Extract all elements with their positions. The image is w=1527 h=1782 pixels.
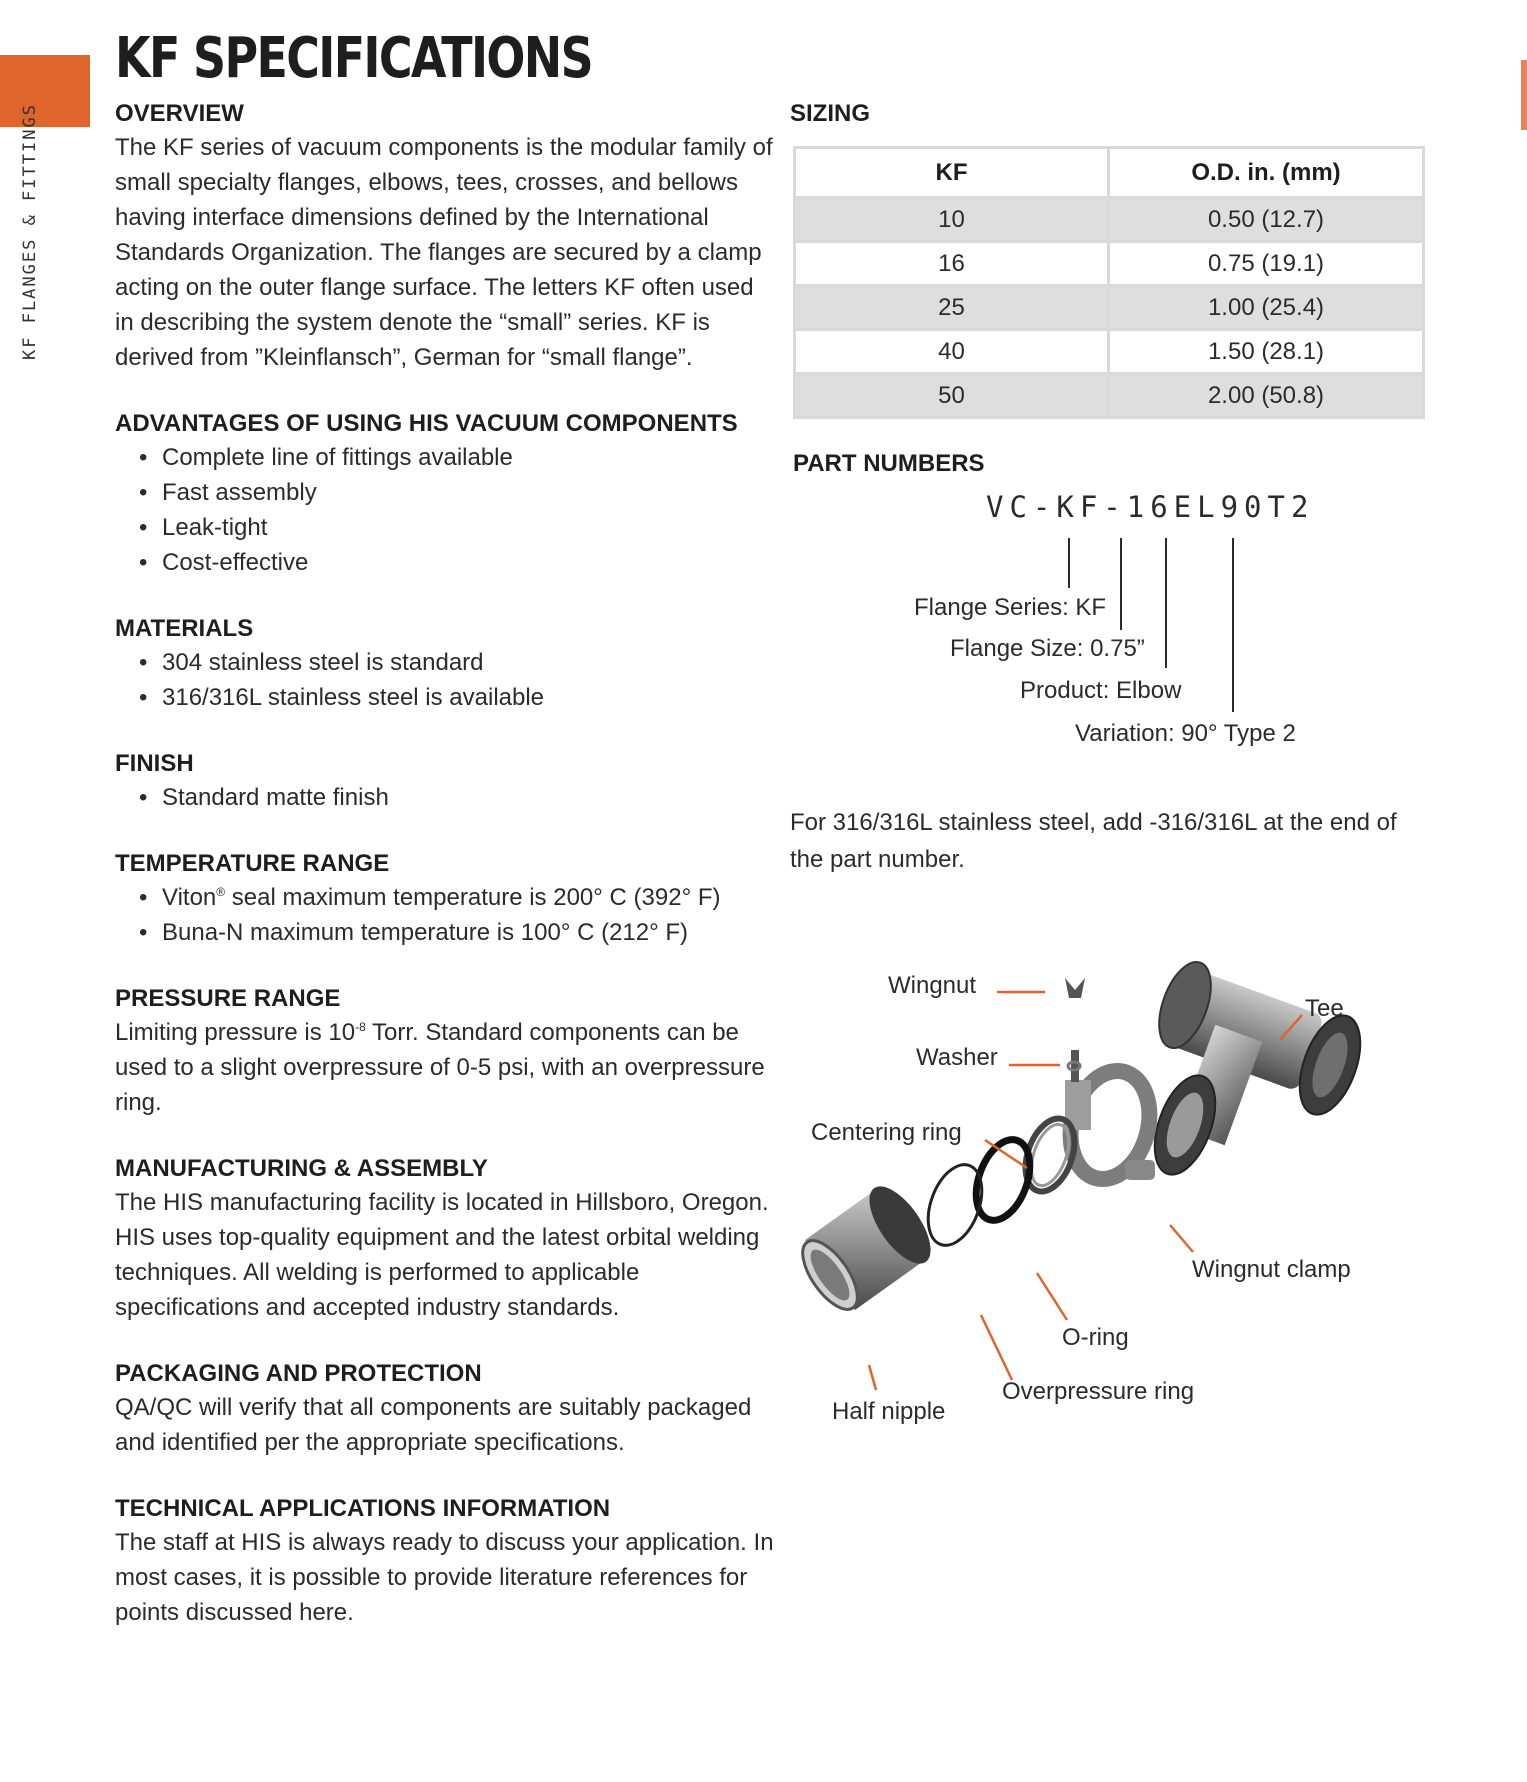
advantages-list <box>115 440 775 580</box>
pressure-text-b: Torr. Standard components can be used to a slight overpressure of 0-5 psi, with an overpressure ring. <box>115 1019 765 1116</box>
overview-heading: OVERVIEW <box>115 100 244 127</box>
half-nipple-part <box>792 1177 942 1318</box>
table-cell: 2.00 (50.8) <box>1109 374 1424 418</box>
tee-part <box>1143 960 1372 1183</box>
viton-rest: seal maximum temperature is 200° C (392° F) <box>225 884 721 911</box>
overview-section <box>115 98 775 375</box>
table-row <box>795 286 1424 330</box>
pressure-text <box>115 1015 775 1120</box>
variation-label: Variation: 90° Type 2 <box>1075 720 1296 747</box>
column-header-od: O.D. in. (mm) <box>1109 148 1424 198</box>
table-cell: 0.75 (19.1) <box>1109 242 1424 286</box>
list-item <box>162 880 775 915</box>
finish-heading: FINISH <box>115 750 194 777</box>
sizing-heading: SIZING <box>790 100 871 127</box>
left-column <box>115 98 775 1663</box>
list-item: • 316/316L stainless steel is available <box>162 680 775 715</box>
technical-section <box>115 1493 775 1630</box>
sidebar-label: KF FLANGES & FITTINGS <box>20 103 40 360</box>
callout-wingnut-clamp: Wingnut clamp <box>1192 1256 1351 1283</box>
connector-line <box>1232 538 1234 712</box>
materials-heading: MATERIALS <box>115 615 254 642</box>
callout-overpressure-ring: Overpressure ring <box>1002 1378 1195 1405</box>
pressure-text-a: Limiting pressure is 10 <box>115 1019 356 1046</box>
list-item: • Fast assembly <box>162 475 775 510</box>
pressure-section <box>115 983 775 1120</box>
table-cell: 25 <box>795 286 1109 330</box>
packaging-heading: PACKAGING AND PROTECTION <box>115 1360 482 1387</box>
list-item: • 304 stainless steel is standard <box>162 645 775 680</box>
table-row <box>795 374 1424 418</box>
callout-o-ring: O-ring <box>1062 1324 1129 1351</box>
temperature-section <box>115 848 775 950</box>
technical-text: The staff at HIS is always ready to discuss your application. In most cases, it is possible to provide literature references for points discussed here. <box>115 1529 774 1626</box>
right-edge-accent <box>1521 60 1527 130</box>
packaging-section <box>115 1358 775 1460</box>
sizing-table <box>793 146 1425 419</box>
table-cell: 40 <box>795 330 1109 374</box>
wingnut-part <box>1065 978 1085 998</box>
product-label: Product: Elbow <box>1020 677 1182 704</box>
column-header-kf: KF <box>795 148 1109 198</box>
materials-list <box>115 645 775 715</box>
advantages-heading: ADVANTAGES OF USING HIS VACUUM COMPONENTS <box>115 410 738 437</box>
page-title: KF SPECIFICATIONS <box>115 26 593 91</box>
finish-list <box>115 780 775 815</box>
list-item: • Leak-tight <box>162 510 775 545</box>
exploded-assembly-diagram <box>775 960 1425 1440</box>
viton-text: Viton <box>162 884 217 911</box>
finish-section <box>115 748 775 815</box>
materials-section <box>115 613 775 715</box>
part-numbers-heading: PART NUMBERS <box>793 450 985 477</box>
part-number-note: For 316/316L stainless steel, add -316/316L at the end of the part number. <box>790 809 1397 873</box>
temperature-list <box>115 880 775 950</box>
assembly-illustration <box>775 960 1425 1440</box>
callout-wingnut: Wingnut <box>888 972 977 999</box>
overview-text: The KF series of vacuum components is the modular family of small specialty flanges, elbows, tees, crosses, and bellows having interface dimensions defined by the International Standards Organization. The flanges are secured by a clamp acting on the outer flange surface. The letters KF often used in describing the system denote the “small” series. KF is derived from ”Kleinflansch”, German for “small flange”. <box>115 134 773 371</box>
manufacturing-heading: MANUFACTURING & ASSEMBLY <box>115 1155 488 1182</box>
connector-line <box>1120 538 1122 630</box>
list-item: • Complete line of fittings available <box>162 440 775 475</box>
table-header-row <box>795 148 1424 198</box>
table-cell: 0.50 (12.7) <box>1109 198 1424 242</box>
technical-heading: TECHNICAL APPLICATIONS INFORMATION <box>115 1495 611 1522</box>
flange-size-label: Flange Size: 0.75” <box>950 635 1145 662</box>
table-row <box>795 330 1424 374</box>
connector-line <box>1068 538 1070 588</box>
callout-washer: Washer <box>916 1044 998 1071</box>
table-row <box>795 242 1424 286</box>
table-cell: 1.00 (25.4) <box>1109 286 1424 330</box>
callout-centering-ring: Centering ring <box>811 1119 962 1146</box>
list-item: • Cost-effective <box>162 545 775 580</box>
registered-mark: ® <box>216 885 226 899</box>
packaging-text: QA/QC will verify that all components are suitably packaged and identified per the appropriate specifications. <box>115 1394 752 1456</box>
list-item: • Standard matte finish <box>162 780 775 815</box>
advantages-section <box>115 408 775 580</box>
pressure-exponent: -8 <box>355 1020 366 1034</box>
table-row <box>795 198 1424 242</box>
callout-half-nipple: Half nipple <box>832 1398 946 1425</box>
part-number-code: VC-KF-16EL90T2 <box>986 490 1315 524</box>
manufacturing-section <box>115 1153 775 1325</box>
orange-section-tab <box>0 55 90 127</box>
callout-tee: Tee <box>1305 995 1344 1022</box>
flange-series-label: Flange Series: KF <box>914 594 1107 621</box>
table-cell: 16 <box>795 242 1109 286</box>
table-cell: 50 <box>795 374 1109 418</box>
manufacturing-text: The HIS manufacturing facility is located in Hillsboro, Oregon. HIS uses top-quality equipment and the latest orbital welding techniques. All welding is performed to applicable specifications and accepted industry standards. <box>115 1189 769 1321</box>
list-item: • Buna-N maximum temperature is 100° C (212° F) <box>162 915 775 950</box>
pressure-heading: PRESSURE RANGE <box>115 985 341 1012</box>
temperature-heading: TEMPERATURE RANGE <box>115 850 390 877</box>
table-cell: 10 <box>795 198 1109 242</box>
table-cell: 1.50 (28.1) <box>1109 330 1424 374</box>
connector-line <box>1165 538 1167 668</box>
right-column <box>790 98 1490 873</box>
